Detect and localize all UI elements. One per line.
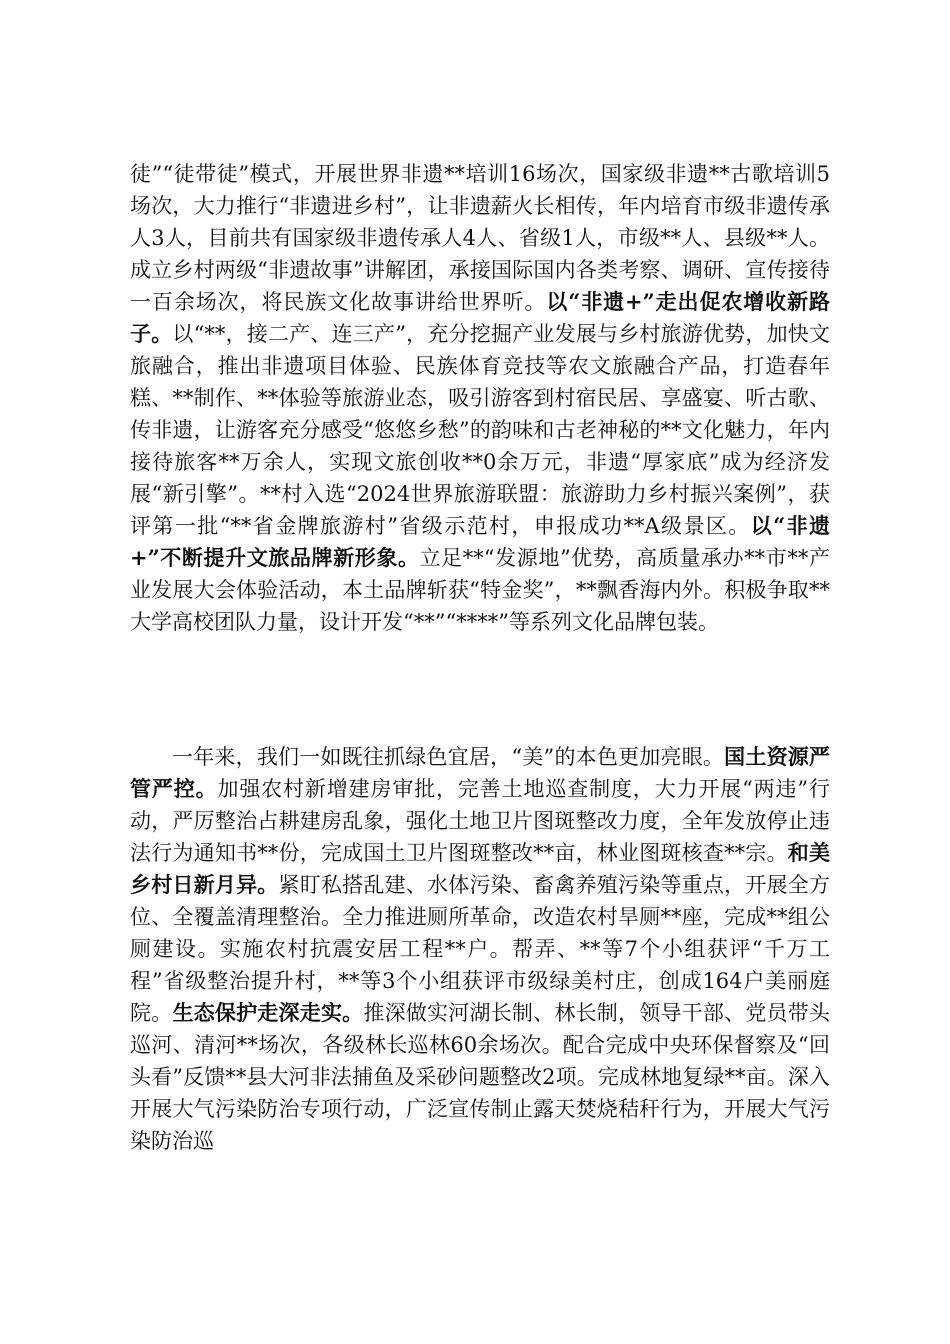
paragraph-text: 推深做实河湖长制、林长制，领导干部、党员带头巡河、清河**场次，各级林长巡林60余场次。配合完成中央环保督察及“回头看”反馈**县大河非法捕鱼及采砂问题整改2项。完成林地复绿**亩。深入开展大气污染防治专项行动，广泛宣传制止露天焚烧秸秆行为，开展大气污染防治巡 (130, 1001, 830, 1153)
section-heading-inline: 以“非遗+”走出促农增收新路子。 (130, 289, 830, 346)
paragraph-text: 紧盯私搭乱建、水体污染、畜禽养殖污染等重点，开展全方位、全覆盖清理整治。全力推进厕所革命，改造农村旱厕**座，完成**组公厕建设。实施农村抗震安居工程**户。帮弄、**等7个小组获评“千万工程”省级整治提升村，**等3个小组获评市级绿美村庄，创成164户美丽庭院。 (130, 873, 830, 1025)
section-heading-inline: 和美乡村日新月异。 (130, 840, 830, 897)
paragraph-text: 一年来，我们一如既往抓绿色宜居，“美”的本色更加亮眼。 (172, 745, 725, 769)
paragraph-text: 以“**，接二产、连三产”，充分挖掘产业发展与乡村旅游优势，加快文旅融合，推出非遗项目体验、民族体育竞技等农文旅融合产品，打造春年糕、**制作、**体验等旅游业态，吸引游客到村宿民居、享盛宴、听古歌、传非遗，让游客充分感受“悠悠乡愁”的韵味和古老神秘的**文化魅力，年内接待旅客**万余人，实现文旅创收**0余万元，非遗“厚家底”成为经济发展“新引擎”。**村入选“2024世界旅游联盟：旅游助力乡村振兴案例”，获评第一批“**省金牌旅游村”省级示范村，申报成功**A级景区。 (130, 322, 830, 538)
paragraph-text: 立足**“发源地”优势，高质量承办**市**产业发展大会体验活动，本土品牌斩获“特金奖”，**飘香海内外。积极争取**大学高校团队力量，设计开发“**”“****”等系列文化品牌包装。 (130, 546, 830, 634)
section-heading-inline: 生态保护走深走实。 (172, 1000, 364, 1025)
paragraph-text: 加强农村新增建房审批，完善土地巡查制度，大力开展“两违”行动，严厉整治占耕建房乱象，强化土地卫片图斑整改力度，全年发放停止违法行为通知书**份，完成国土卫片图斑整改**亩，林业图斑核查**宗。 (130, 777, 830, 865)
paragraph-text: 徒”“徒带徒”模式，开展世界非遗**培训16场次，国家级非遗**古歌培训5场次，大力推行“非遗进乡村”，让非遗薪火长相传，年内培育市级非遗传承人3人，目前共有国家级非遗传承人4人、省级1人，市级**人、县级**人。成立乡村两级“非遗故事”讲解团，承接国际国内各类考察、调研、宣传接待一百余场次，将民族文化故事讲给世界听。 (130, 162, 830, 314)
section-heading-inline: 国土资源严管严控。 (130, 744, 830, 801)
body-paragraph-2 (130, 741, 830, 1157)
section-heading-inline: 以“非遗+”不断提升文旅品牌新形象。 (130, 513, 830, 570)
body-paragraph-1 (130, 158, 830, 638)
